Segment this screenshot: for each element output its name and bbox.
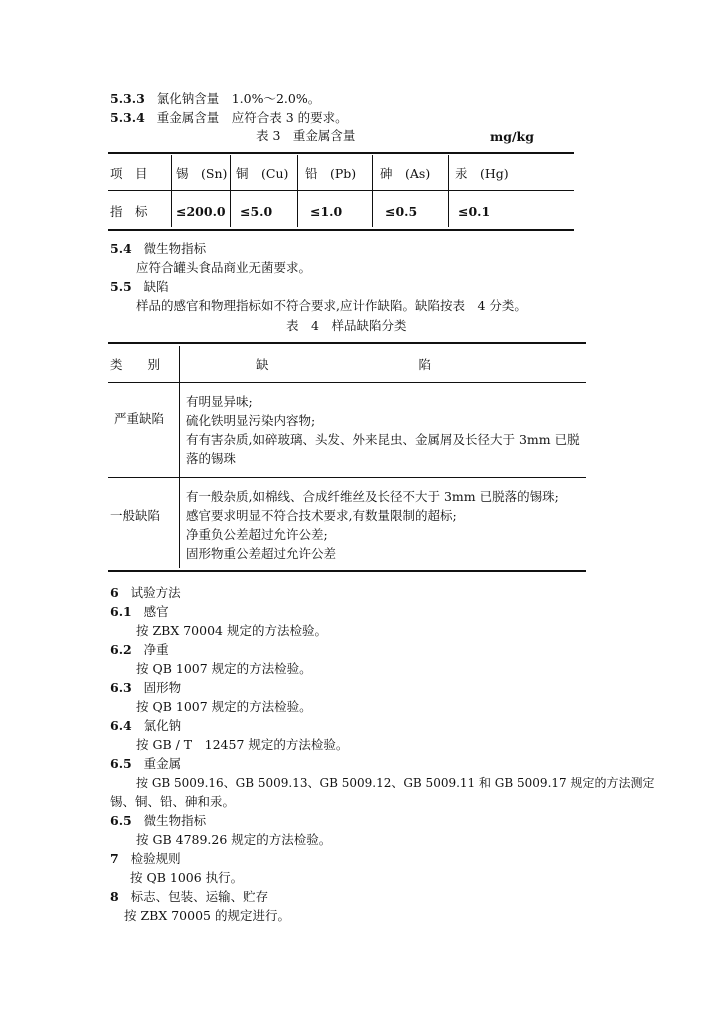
clause-5-3-3 [110,91,320,107]
serious-defect-line: 有有害杂质,如碎玻璃、头发、外来昆虫、金属屑及长径大于 3mm 已脱 [186,432,580,447]
table3-header-sn: 锡 (Sn) [176,166,228,181]
section-title: 标志、包装、运输、贮存 [130,889,269,904]
clause-5-3-4 [110,110,348,126]
clause-5-4 [110,241,206,257]
clause-number: 6.3 [110,680,132,695]
clause-number: 6.2 [110,642,132,657]
clause-6-5-heavy-metals [110,756,181,772]
clause-number: 6.4 [110,718,132,733]
clause-number: 5.3.3 [110,91,145,106]
clause-6-1 [110,604,169,620]
clause-number: 5.5 [110,279,132,294]
clause-6-5-microbial [110,813,206,829]
table3-header-cu: 铜 (Cu) [236,166,289,181]
section-8-body: 按 ZBX 70005 的规定进行。 [124,908,290,923]
clause-number: 5.4 [110,241,132,256]
table3-value-as: ≤0.5 [385,204,418,219]
serious-defect-line: 硫化铁明显污染内容物; [186,413,316,428]
general-defect-line: 有一般杂质,如棉线、合成纤维丝及长径不大于 3mm 已脱落的锡珠; [186,489,559,504]
clause-title: 固形物 [143,680,182,695]
general-defect-line: 感官要求明显不符合技术要求,有数量限制的超标; [186,508,457,523]
clause-6-2 [110,642,169,658]
general-defect-label: 一般缺陷 [110,508,161,523]
clause-6-5-body-line1: 按 GB 5009.16、GB 5009.13、GB 5009.12、GB 5009.11 和 GB 5009.17 规定的方法测定 [136,776,655,790]
clause-6-3 [110,680,181,696]
clause-6-4 [110,718,181,734]
clause-title: 感官 [143,604,169,619]
table3-value-sn: ≤200.0 [176,204,226,219]
clause-6-5-microbial-body: 按 GB 4789.26 规定的方法检验。 [136,832,332,847]
clause-number: 6.5 [110,813,132,828]
section-number: 8 [110,889,119,904]
table3-header-pb: 铅 (Pb) [305,166,357,181]
section-8 [110,889,268,905]
clause-text: 氯化钠含量 1.0%～2.0%。 [156,91,321,106]
table3-unit: mg/kg [490,129,534,144]
table3-title: 表 3 重金属含量 [256,128,356,143]
table3-row-label: 指 标 [110,204,148,219]
clause-6-5-body-line2: 锡、铜、铅、砷和汞。 [110,794,236,809]
clause-5-5 [110,279,169,295]
table3-header-hg: 汞 (Hg) [455,166,509,181]
serious-defect-label: 严重缺陷 [114,411,165,426]
clause-title: 氯化钠 [143,718,182,733]
table3-value-cu: ≤5.0 [240,204,273,219]
general-defect-line: 固形物重公差超过允许公差 [186,546,337,561]
clause-5-5-body: 样品的感官和物理指标如不符合要求,应计作缺陷。缺陷按表 4 分类。 [136,298,527,313]
table3-header-as: 砷 (As) [380,166,431,181]
clause-number: 5.3.4 [110,110,145,125]
clause-6-3-body: 按 QB 1007 规定的方法检验。 [136,699,312,714]
clause-6-1-body: 按 ZBX 70004 规定的方法检验。 [136,623,327,638]
section-number: 7 [110,851,119,866]
section-7 [110,851,181,867]
clause-6-2-body: 按 QB 1007 规定的方法检验。 [136,661,312,676]
serious-defect-line: 落的锡珠 [186,451,237,466]
serious-defect-line: 有明显异味; [186,394,253,409]
table4-title: 表 4 样品缺陷分类 [286,318,407,333]
clause-5-4-body: 应符合罐头食品商业无菌要求。 [136,260,312,275]
section-7-body: 按 QB 1006 执行。 [130,870,244,885]
table3-header-item: 项 目 [110,166,148,181]
table4-header-category: 类 别 [110,357,161,372]
section-title: 试验方法 [130,585,181,600]
table3-value-hg: ≤0.1 [458,204,491,219]
clause-6-4-body: 按 GB / T 12457 规定的方法检验。 [136,737,349,752]
section-6 [110,585,181,601]
clause-title: 微生物指标 [143,813,207,828]
table3-value-pb: ≤1.0 [310,204,343,219]
clause-title: 微生物指标 [143,241,207,256]
clause-title: 净重 [143,642,169,657]
clause-text: 重金属含量 应符合表 3 的要求。 [156,110,348,125]
section-title: 检验规则 [130,851,181,866]
section-number: 6 [110,585,119,600]
clause-title: 重金属 [143,756,182,771]
clause-number: 6.1 [110,604,132,619]
clause-number: 6.5 [110,756,132,771]
general-defect-line: 净重负公差超过允许公差; [186,527,328,542]
table4-header-defect: 缺 陷 [256,357,432,372]
clause-title: 缺陷 [143,279,169,294]
